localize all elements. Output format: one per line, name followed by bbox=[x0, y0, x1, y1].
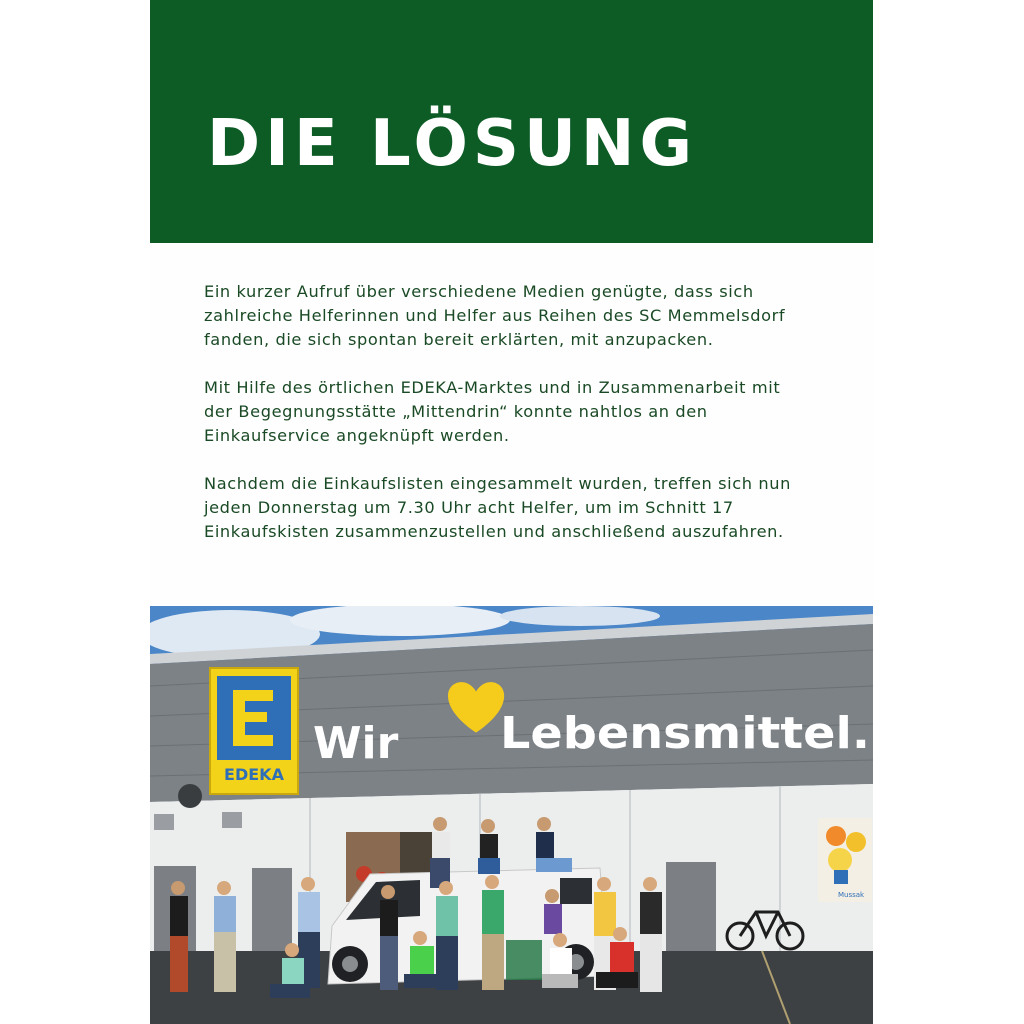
paragraph-3: Nachdem die Einkaufslisten eingesammelt wurden, treffen sich nun jeden Donnerstag um 7.30 Uhr acht Helfer, um im Schnitt 17 Einkaufskisten zusammenzustellen und anschließend auszufahren. bbox=[204, 474, 791, 541]
group-photo bbox=[150, 606, 873, 1024]
edeka-logo bbox=[210, 668, 298, 794]
fruit-poster bbox=[818, 818, 872, 902]
header-banner bbox=[150, 0, 873, 243]
slogan-wir: Wir bbox=[313, 718, 399, 769]
page bbox=[150, 0, 873, 1024]
body-text bbox=[204, 280, 814, 568]
poster-brand: Mussak bbox=[838, 891, 865, 899]
paragraph-2: Mit Hilfe des örtlichen EDEKA-Marktes und in Zusammenarbeit mit der Begegnungsstätte „Mittendrin“ konnte nahtlos an den Einkaufservice angeknüpft werden. bbox=[204, 378, 781, 445]
page-title: DIE LÖSUNG bbox=[207, 107, 697, 181]
slogan-lebensmittel: Lebensmittel. bbox=[500, 708, 870, 759]
paragraph-1: Ein kurzer Aufruf über verschiedene Medien genügte, dass sich zahlreiche Helferinnen und Helfer aus Reihen des SC Memmelsdorf fanden, die sich spontan bereit erklärten, mit anzupacken. bbox=[204, 282, 786, 349]
edeka-logo-text: EDEKA bbox=[224, 765, 284, 784]
